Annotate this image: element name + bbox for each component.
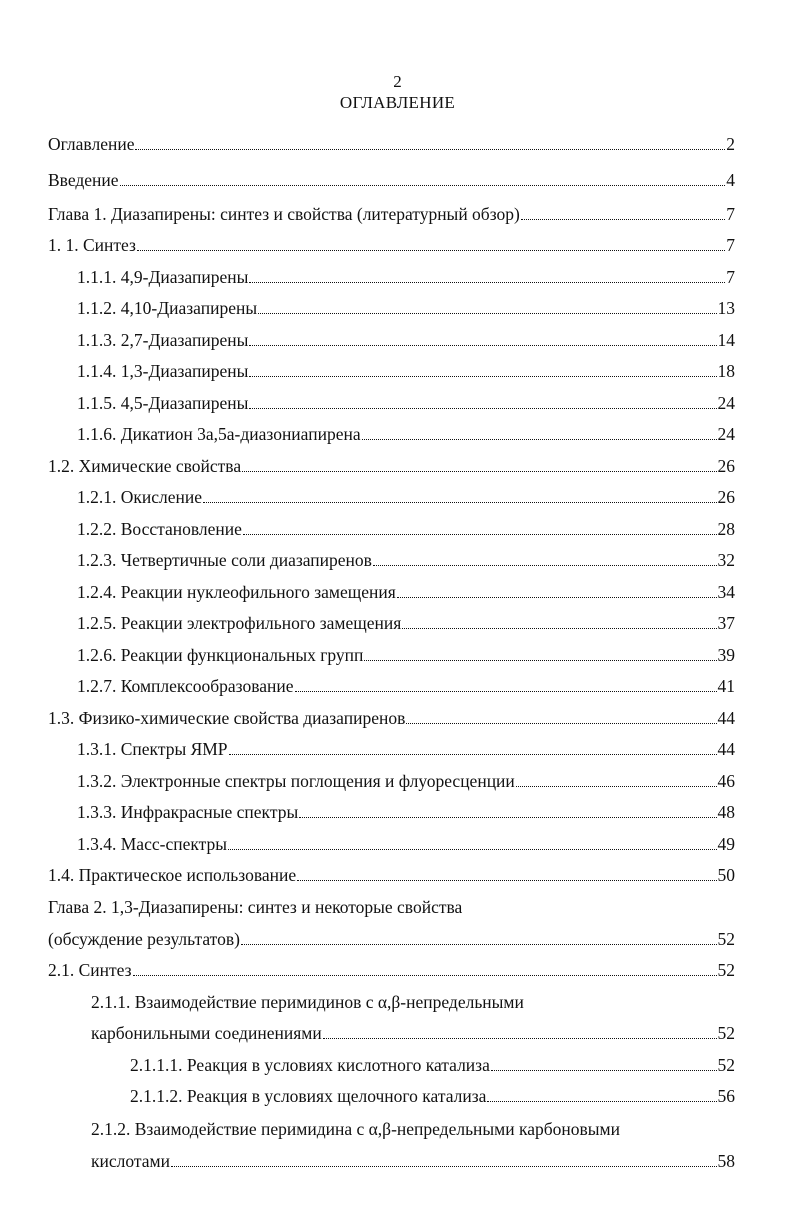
toc-entry-page: 49 bbox=[717, 834, 735, 854]
toc-entry[interactable] bbox=[48, 855, 735, 886]
toc-entry[interactable] bbox=[91, 1109, 735, 1140]
toc-entry-page: 4 bbox=[726, 170, 735, 190]
dot-leader bbox=[516, 785, 717, 787]
toc-entry-title: 2.1.1. Взаимодействие перимидинов с α,β-непредельными bbox=[91, 992, 524, 1012]
dot-leader bbox=[487, 1100, 716, 1102]
dot-leader bbox=[242, 470, 716, 472]
toc-entry[interactable] bbox=[48, 194, 735, 225]
dot-leader bbox=[491, 1069, 717, 1071]
toc-entry-page: 56 bbox=[717, 1086, 735, 1106]
toc-entry[interactable] bbox=[77, 540, 735, 571]
dot-leader bbox=[171, 1165, 717, 1167]
toc-entry-page: 52 bbox=[717, 929, 735, 949]
toc-entry-title: 1.2.2. Восстановление bbox=[77, 519, 242, 539]
toc-entry-page: 44 bbox=[717, 739, 735, 759]
toc-entry-page: 52 bbox=[717, 960, 735, 980]
toc-entry[interactable] bbox=[77, 572, 735, 603]
toc-entry-page: 44 bbox=[717, 708, 735, 728]
dot-leader bbox=[323, 1037, 717, 1039]
toc-entry-page: 28 bbox=[717, 519, 735, 539]
toc-entry-title: 1.4. Практическое использование bbox=[48, 865, 297, 885]
dot-leader bbox=[249, 407, 716, 409]
dot-leader bbox=[299, 816, 716, 818]
toc-entry-title: Глава 1. Диазапирены: синтез и свойства (литературный обзор) bbox=[48, 204, 520, 224]
toc-entry-title: 1.1.6. Дикатион 3а,5а-диазониапирена bbox=[77, 424, 361, 444]
toc-entry-page: 46 bbox=[717, 771, 735, 791]
toc-entry-title: 1.3.4. Масс-спектры bbox=[77, 834, 227, 854]
toc-entry-title: 1.1.2. 4,10-Диазапирены bbox=[77, 298, 258, 318]
dot-leader bbox=[362, 438, 717, 440]
toc-entry-title: 1.3.3. Инфракрасные спектры bbox=[77, 802, 299, 822]
dot-leader bbox=[297, 879, 716, 881]
toc-entry-page: 24 bbox=[717, 393, 735, 413]
toc-entry-title: Введение bbox=[48, 170, 119, 190]
dot-leader bbox=[135, 148, 725, 150]
toc-entry-page: 18 bbox=[717, 361, 735, 381]
toc-entry-title: 1.2.5. Реакции электрофильного замещения bbox=[77, 613, 402, 633]
toc-entry[interactable] bbox=[77, 509, 735, 540]
dot-leader bbox=[258, 312, 716, 314]
toc-entry-title: кислотами bbox=[91, 1151, 170, 1171]
dot-leader bbox=[241, 943, 717, 945]
toc-entry-page: 13 bbox=[717, 298, 735, 318]
toc-entry-page: 7 bbox=[726, 235, 735, 255]
toc-entry-page: 7 bbox=[726, 204, 735, 224]
dot-leader bbox=[203, 501, 716, 503]
toc-entry-page: 58 bbox=[717, 1151, 735, 1171]
toc-entry-title: (обсуждение результатов) bbox=[48, 929, 240, 949]
toc-entry[interactable] bbox=[91, 1013, 735, 1044]
dot-leader bbox=[249, 375, 716, 377]
dot-leader bbox=[249, 344, 716, 346]
toc-entry[interactable] bbox=[77, 603, 735, 634]
dot-leader bbox=[133, 974, 717, 976]
toc-entry[interactable] bbox=[77, 320, 735, 351]
toc-entry-page: 41 bbox=[717, 676, 735, 696]
toc-entry-page: 34 bbox=[717, 582, 735, 602]
toc-entry[interactable] bbox=[91, 1141, 735, 1172]
toc-entry[interactable] bbox=[48, 950, 735, 981]
toc-entry-page: 39 bbox=[717, 645, 735, 665]
toc-entry[interactable] bbox=[77, 729, 735, 760]
toc-entry-title: Глава 2. 1,3-Диазапирены: синтез и некоторые свойства bbox=[48, 897, 463, 917]
toc-entry-page: 37 bbox=[717, 613, 735, 633]
toc-entry-title: Оглавление bbox=[48, 134, 135, 154]
toc-entry[interactable] bbox=[77, 288, 735, 319]
toc-entry-title: 1.2. Химические свойства bbox=[48, 456, 242, 476]
toc-entry[interactable] bbox=[48, 698, 735, 729]
toc-entry-title: 1.2.4. Реакции нуклеофильного замещения bbox=[77, 582, 396, 602]
toc-entry-title: 1.2.6. Реакции функциональных групп bbox=[77, 645, 364, 665]
toc-entry-page: 52 bbox=[717, 1023, 735, 1043]
toc-entry[interactable] bbox=[91, 982, 735, 1013]
toc-entry-title: 1.1.3. 2,7-Диазапирены bbox=[77, 330, 249, 350]
toc-entry-page: 2 bbox=[726, 134, 735, 154]
toc-entry[interactable] bbox=[130, 1076, 735, 1107]
toc-entry[interactable] bbox=[77, 414, 735, 445]
toc-entry-title: 2.1.1.2. Реакция в условиях щелочного катализа bbox=[130, 1086, 487, 1106]
toc-entry-title: 1. 1. Синтез bbox=[48, 235, 136, 255]
dot-leader bbox=[406, 722, 716, 724]
dot-leader bbox=[364, 659, 716, 661]
toc-entry[interactable] bbox=[48, 225, 735, 256]
toc-entry-title: 1.1.1. 4,9-Диазапирены bbox=[77, 267, 249, 287]
toc-entry-title: 2.1. Синтез bbox=[48, 960, 132, 980]
toc-entry-title: 1.1.4. 1,3-Диазапирены bbox=[77, 361, 249, 381]
toc-entry-title: 1.3.1. Спектры ЯМР bbox=[77, 739, 228, 759]
dot-leader bbox=[249, 281, 725, 283]
toc-entry[interactable] bbox=[77, 351, 735, 382]
toc-entry[interactable] bbox=[77, 792, 735, 823]
toc-entry[interactable] bbox=[77, 257, 735, 288]
toc-entry[interactable] bbox=[77, 477, 735, 508]
dot-leader bbox=[397, 596, 717, 598]
toc-entry-title: 1.3. Физико-химические свойства диазапиренов bbox=[48, 708, 406, 728]
toc-entry-title: 2.1.1.1. Реакция в условиях кислотного катализа bbox=[130, 1055, 490, 1075]
toc-entry-page: 7 bbox=[726, 267, 735, 287]
toc-entry-title: 2.1.2. Взаимодействие перимидина с α,β-непредельными карбоновыми bbox=[91, 1119, 620, 1139]
toc-entry-page: 24 bbox=[717, 424, 735, 444]
toc-entry[interactable] bbox=[48, 887, 735, 918]
toc-entry-page: 32 bbox=[717, 550, 735, 570]
dot-leader bbox=[243, 533, 717, 535]
dot-leader bbox=[120, 184, 726, 186]
toc-entry-page: 26 bbox=[717, 487, 735, 507]
toc-entry[interactable] bbox=[77, 635, 735, 666]
toc-entry[interactable] bbox=[48, 919, 735, 950]
toc-entry-title: 1.2.1. Окисление bbox=[77, 487, 203, 507]
toc-entry-page: 50 bbox=[717, 865, 735, 885]
page-number: 2 bbox=[393, 72, 402, 91]
toc-entry[interactable] bbox=[77, 824, 735, 855]
toc-entry[interactable] bbox=[77, 761, 735, 792]
dot-leader bbox=[402, 627, 716, 629]
toc-entry-title: карбонильными соединениями bbox=[91, 1023, 322, 1043]
toc-entry[interactable] bbox=[130, 1045, 735, 1076]
toc-entry-title: 1.2.7. Комплексообразование bbox=[77, 676, 294, 696]
toc-entry-title: 1.3.2. Электронные спектры поглощения и флуоресценции bbox=[77, 771, 515, 791]
toc-entry-title: 1.2.3. Четвертичные соли диазапиренов bbox=[77, 550, 372, 570]
dot-leader bbox=[228, 848, 717, 850]
toc-entry-page: 48 bbox=[717, 802, 735, 822]
toc-entry[interactable] bbox=[48, 160, 735, 191]
dot-leader bbox=[373, 564, 717, 566]
toc-heading: ОГЛАВЛЕНИЕ bbox=[339, 93, 456, 112]
dot-leader bbox=[137, 249, 725, 251]
toc-entry[interactable] bbox=[48, 446, 735, 477]
dot-leader bbox=[521, 218, 725, 220]
toc-entry-page: 26 bbox=[717, 456, 735, 476]
dot-leader bbox=[295, 690, 717, 692]
toc-entry[interactable] bbox=[77, 666, 735, 697]
toc-entry-title: 1.1.5. 4,5-Диазапирены bbox=[77, 393, 249, 413]
toc-entry[interactable] bbox=[77, 383, 735, 414]
toc-entry-page: 52 bbox=[717, 1055, 735, 1075]
toc-entry-page: 14 bbox=[717, 330, 735, 350]
dot-leader bbox=[229, 753, 717, 755]
toc-entry[interactable] bbox=[48, 124, 735, 155]
